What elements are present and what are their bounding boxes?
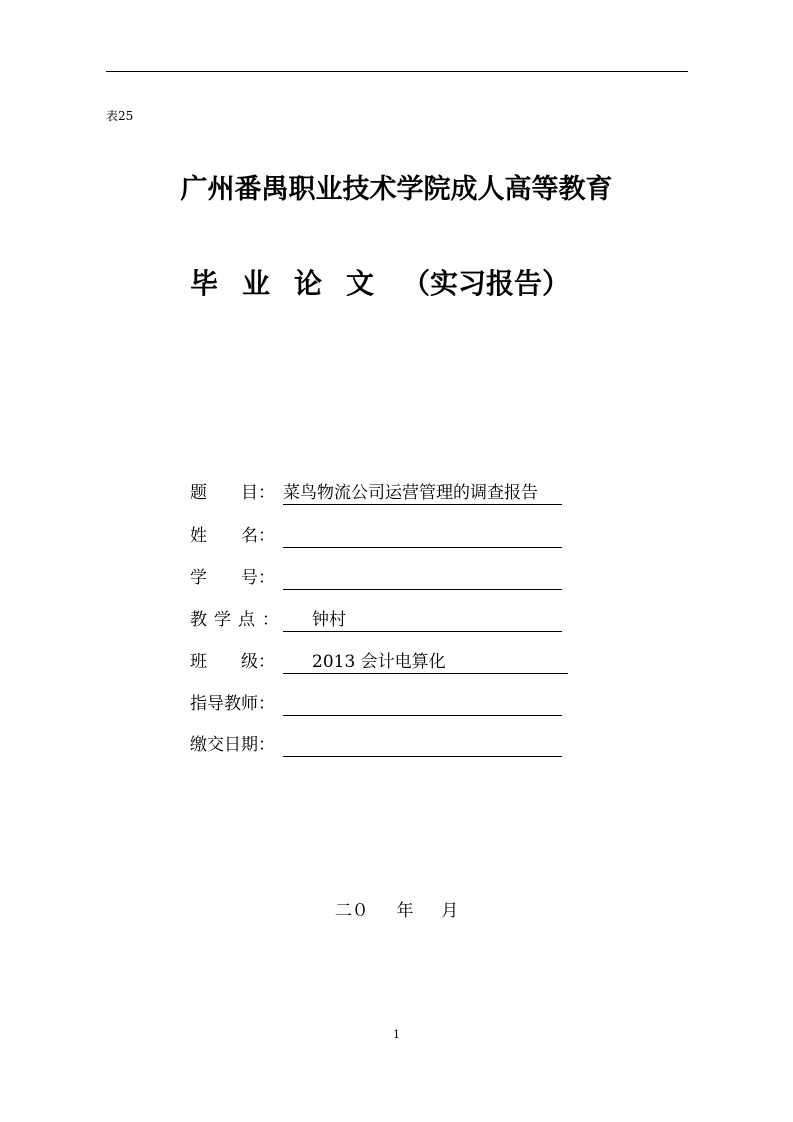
field-teaching-site-value: 钟村 [312,610,346,630]
field-teaching-site-line[interactable] [283,608,562,632]
field-topic-label: 题 目： [190,483,275,503]
field-submit-date-label: 缴交日期： [190,735,275,755]
field-topic [190,481,538,505]
field-submit-date [190,733,274,757]
document-title [190,262,570,306]
field-topic-line[interactable] [283,481,562,505]
field-teaching-site [190,608,346,632]
field-name-line[interactable] [283,524,562,548]
date-line: 二０ 年 月 [334,901,459,921]
field-name [190,524,274,548]
field-class-line[interactable] [283,650,568,674]
field-name-label: 姓 名： [190,526,275,546]
field-class [190,650,446,674]
table-reference: 表25 [106,109,134,123]
field-topic-value: 菜鸟物流公司运营管理的调查报告 [283,483,538,503]
document-title-main: 毕业论文 [190,267,399,300]
header-rule [106,71,688,72]
field-student-id-label: 学 号： [190,568,275,588]
institution-name: 广州番禺职业技术学院成人高等教育 [180,174,613,205]
field-class-label: 班 级： [190,652,275,672]
page-number: 1 [393,1028,400,1041]
field-student-id-line[interactable] [283,566,562,590]
field-submit-date-line[interactable] [283,733,562,757]
field-class-value: 2013 会计电算化 [312,652,446,672]
field-student-id [190,566,274,590]
field-advisor [190,692,274,716]
field-teaching-site-label: 教学点： [190,610,286,630]
document-title-sub: （实习报告） [402,267,571,300]
field-advisor-line[interactable] [283,692,562,716]
field-advisor-label: 指导教师： [190,694,275,714]
